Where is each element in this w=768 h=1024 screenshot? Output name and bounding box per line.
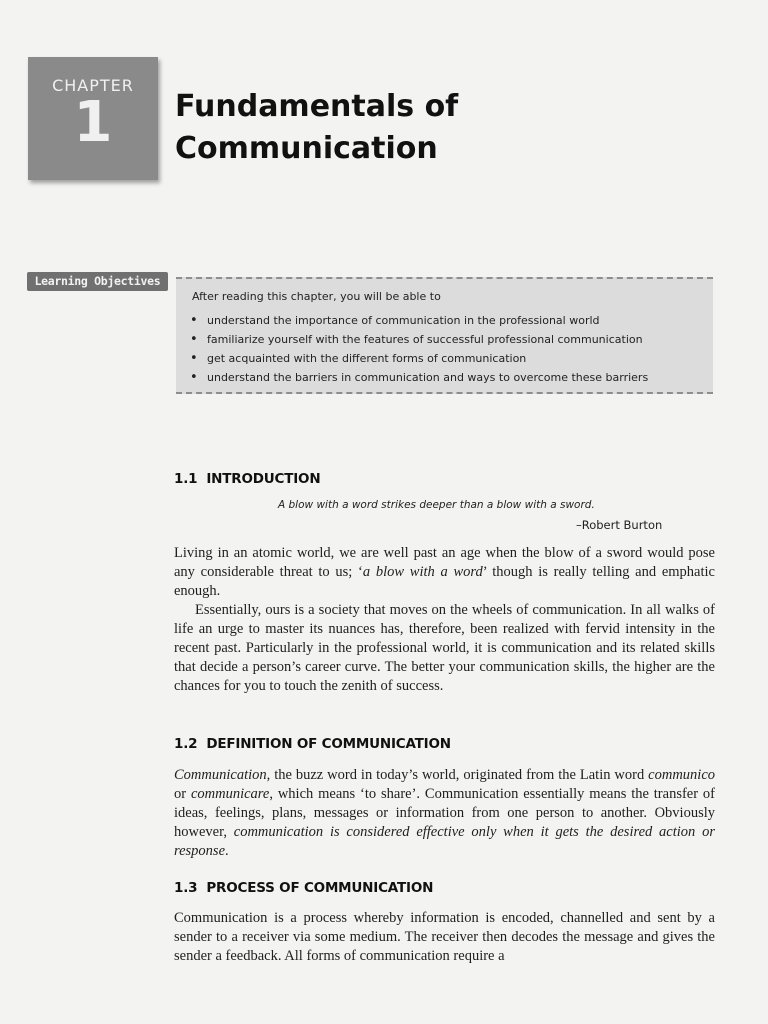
section-number: 1.2	[174, 736, 198, 752]
paragraph	[174, 766, 715, 861]
learning-objectives-box	[176, 277, 713, 394]
italic-run: communico	[648, 767, 715, 783]
paragraph: Essentially, ours is a society that moves on the wheels of communication. In all walks of life an urge to master its nuances has, therefore, been realized with fervid intensity in the recent past. Particularly in the professional world, it is communication and its related skills that decide a person’s career curve. The better your communication skills, the higher are the chances for you to touch the zenith of success.	[174, 602, 715, 694]
text-run: ’ though is really telling and emphatic enough.	[174, 564, 715, 599]
chapter-title-line2: Communication	[175, 131, 438, 166]
text-run: , which means ‘to share’. Communication essentially means the transfer of ideas, feelings, plans, messages or information from one person to another. Obviously however,	[174, 786, 715, 840]
epigraph-quote: A blow with a word strikes deeper than a blow with a sword.	[278, 499, 595, 511]
paragraph: Communication is a process whereby information is encoded, channelled and sent by a sender to a receiver via some medium. The receiver then decodes the message and gives the sender a feedback. All forms of communication require a	[174, 910, 715, 964]
paragraph	[174, 544, 715, 601]
section-heading-introduction	[174, 471, 320, 487]
learning-objectives-badge: Learning Objectives	[27, 272, 168, 291]
section-heading-definition	[174, 736, 451, 752]
text-run: or	[174, 786, 191, 802]
chapter-badge	[28, 57, 158, 180]
section-title: DEFINITION OF COMMUNICATION	[206, 736, 451, 752]
text-run: Living in an atomic world, we are well past an age when the blow of a sword would pose any considerable threat to us; ‘	[174, 545, 715, 580]
section-title: PROCESS OF COMMUNICATION	[206, 880, 434, 896]
italic-run: a blow with a word	[362, 564, 483, 580]
list-item: • understand the barriers in communication and ways to overcome these barriers	[190, 368, 648, 387]
section-number: 1.3	[174, 880, 198, 896]
list-item: • understand the importance of communication in the professional world	[190, 311, 648, 330]
list-item: • familiarize yourself with the features of successful professional communication	[190, 330, 648, 349]
section-heading-process	[174, 880, 433, 896]
epigraph-author: –Robert Burton	[576, 518, 663, 532]
text-run: , the buzz word in today’s world, originated from the Latin word	[266, 767, 649, 783]
chapter-label: CHAPTER	[52, 76, 134, 95]
chapter-title	[175, 86, 458, 170]
learning-objectives-list	[190, 311, 648, 387]
text-run: .	[225, 843, 229, 859]
italic-run: communication is considered effective only when it gets the desired action or response	[174, 824, 715, 859]
learning-objectives-intro: After reading this chapter, you will be able to	[192, 290, 441, 303]
section-title: INTRODUCTION	[206, 471, 321, 487]
section-number: 1.1	[174, 471, 198, 487]
list-item: • get acquainted with the different forms of communication	[190, 349, 648, 368]
italic-run: communicare	[190, 786, 270, 802]
chapter-number: 1	[73, 90, 113, 155]
italic-run: Communication	[174, 767, 267, 783]
chapter-title-line1: Fundamentals of	[175, 89, 459, 124]
